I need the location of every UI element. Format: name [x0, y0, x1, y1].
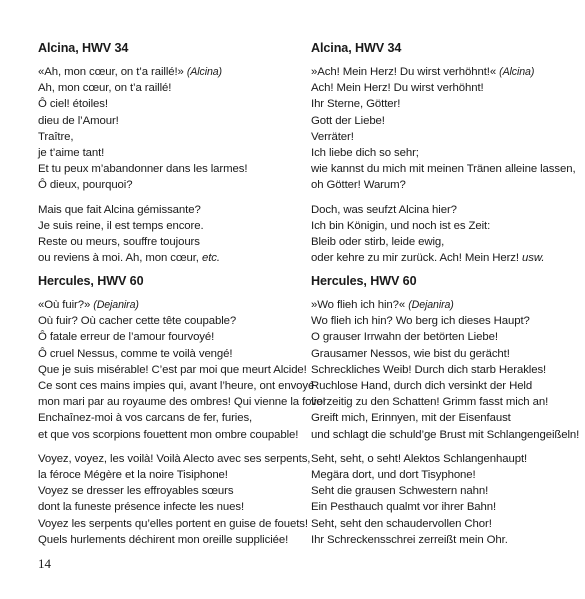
aria-title: »Wo flieh ich hin?« — [311, 299, 406, 311]
aria-first-line — [311, 64, 581, 80]
stanza — [38, 451, 311, 548]
role-name: (Alcina) — [186, 66, 222, 78]
aria-title: «Ah, mon cœur, on t’a raillé!» — [38, 66, 184, 78]
verse-line: Doch, was seufzt Alcina hier? — [311, 203, 457, 216]
verse-line: Traître, — [38, 130, 74, 143]
verse-line: Wo flieh ich hin? Wo berg ich dieses Haupt? — [311, 315, 530, 328]
verse-line: Mais que fait Alcina gémissante? — [38, 203, 201, 216]
verse-line: Grausamer Nessos, wie bist du gerächt! — [311, 347, 510, 360]
alcina-section-fr — [38, 40, 300, 266]
verse-line: Voyez, voyez, les voilà! Voilà Alecto avec ses serpents, — [38, 452, 311, 465]
verse-line: Où fuir? Où cacher cette tête coupable? — [38, 315, 237, 328]
verse-line: Bleib oder stirb, leide ewig, — [311, 236, 445, 249]
verse-line — [38, 250, 300, 266]
verse-line: Voyez se dresser les effroyables sœurs — [38, 485, 234, 498]
verse-line: Gott der Liebe! — [311, 114, 385, 127]
aria-first-line — [38, 64, 300, 80]
verse-line: mon mari par au royaume des ombres! Qui vienne la folie! — [38, 396, 326, 409]
german-column — [311, 40, 581, 266]
verse-line: Ihr Sterne, Götter! — [311, 98, 401, 111]
stanza — [311, 451, 581, 548]
stanza — [38, 80, 300, 193]
verse-line: je t’aime tant! — [38, 147, 105, 160]
role-name: (Dejanira) — [408, 299, 454, 311]
section-heading: Alcina, HWV 34 — [311, 41, 402, 55]
aria-title: «Où fuir?» — [38, 299, 91, 311]
verse-line: Que je suis misérable! C’est par moi que meurt Alcide! — [38, 363, 307, 376]
aria-first-line — [38, 297, 300, 313]
verse-line: Ruchlose Hand, durch dich versinkt der Held — [311, 380, 533, 393]
verse-line: oh Götter! Warum? — [311, 179, 406, 192]
verse-line: und schlagt die schuld’ge Brust mit Schlangengeißeln! — [311, 428, 580, 441]
etc-marker: usw. — [522, 252, 545, 265]
verse-line: Je suis reine, il est temps encore. — [38, 219, 204, 232]
verse-line: Ich liebe dich so sehr; — [311, 147, 419, 160]
verse-line: Voyez les serpents qu’elles portent en guise de fouets! — [38, 517, 308, 530]
verse-line: Ô fatale erreur de l’amour fourvoyé! — [38, 331, 215, 344]
etc-marker: etc. — [201, 252, 220, 265]
verse-line: et que vos scorpions fouettent mon ombre coupable! — [38, 428, 299, 441]
verse-line: Seht, seht, o seht! Alektos Schlangenhaupt! — [311, 452, 528, 465]
verse-line: dont la funeste présence infecte les nues! — [38, 501, 245, 514]
aria-first-line — [311, 297, 581, 313]
stanza — [38, 313, 326, 443]
verse-line: vorzeitig zu den Schatten! Grimm fasst mich an! — [311, 396, 549, 409]
french-column — [38, 40, 300, 266]
verse-line: la féroce Mégère et la noire Tisiphone! — [38, 469, 228, 482]
verse-line: Verräter! — [311, 130, 354, 143]
verse-text: oder kehre zu mir zurück. Ach! Mein Herz! — [311, 252, 519, 265]
verse-line: Seht die grausen Schwestern nahn! — [311, 485, 489, 498]
verse-line: O grauser Irrwahn der betörten Liebe! — [311, 331, 498, 344]
verse-line — [311, 250, 581, 266]
aria-title: »Ach! Mein Herz! Du wirst verhöhnt!« — [311, 66, 497, 78]
section-heading: Alcina, HWV 34 — [38, 41, 129, 55]
verse-line: Ihr Schreckensschrei zerreißt mein Ohr. — [311, 533, 508, 546]
stanza — [38, 202, 300, 267]
role-name: (Alcina) — [499, 66, 535, 78]
page-number: 14 — [38, 556, 51, 571]
verse-line: wie kannst du mich mit meinen Tränen alleine lassen, — [311, 163, 576, 176]
verse-line: Seht, seht den schaudervollen Chor! — [311, 517, 492, 530]
verse-line: Ich bin Königin, und noch ist es Zeit: — [311, 219, 491, 232]
verse-line: Et tu peux m’abandonner dans les larmes! — [38, 163, 248, 176]
stanza — [311, 202, 581, 267]
verse-line: Ein Pesthauch qualmt vor ihrer Bahn! — [311, 501, 497, 514]
stanza — [311, 313, 581, 443]
verse-line: Reste ou meurs, souffre toujours — [38, 236, 200, 249]
alcina-section-de — [311, 40, 581, 266]
verse-line: Ce sont ces mains impies qui, avant l’heure, ont envoyé — [38, 380, 315, 393]
hercules-section-fr — [38, 273, 326, 548]
verse-line: Ah, mon cœur, on t’a raillé! — [38, 82, 172, 95]
verse-line: dieu de l’Amour! — [38, 114, 119, 127]
verse-line: Ach! Mein Herz! Du wirst verhöhnt! — [311, 82, 484, 95]
verse-text: ou reviens à moi. Ah, mon cœur, — [38, 252, 199, 265]
hercules-section-de — [311, 273, 581, 548]
verse-line: Schreckliches Weib! Durch dich starb Herakles! — [311, 363, 547, 376]
verse-line: Ô dieux, pourquoi? — [38, 179, 133, 192]
verse-line: Greift mich, Erinnyen, mit der Eisenfaust — [311, 412, 511, 425]
verse-line: Megära dort, und dort Tisyphone! — [311, 469, 476, 482]
verse-line: Ô cruel Nessus, comme te voilà vengé! — [38, 347, 233, 360]
stanza — [311, 80, 581, 193]
verse-line: Quels hurlements déchirent mon oreille suppliciée! — [38, 533, 289, 546]
section-heading: Hercules, HWV 60 — [38, 274, 144, 288]
role-name: (Dejanira) — [93, 299, 139, 311]
verse-line: Enchaînez-moi à vos carcans de fer, furies, — [38, 412, 253, 425]
section-heading: Hercules, HWV 60 — [311, 274, 417, 288]
verse-line: Ô ciel! étoiles! — [38, 98, 108, 111]
